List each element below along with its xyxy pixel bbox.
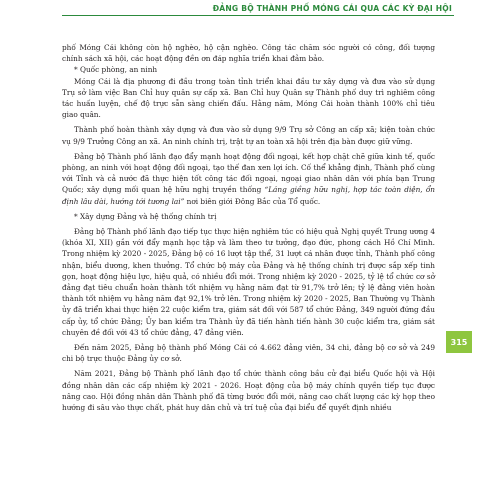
running-header-title: ĐẢNG BỘ THÀNH PHỐ MÓNG CÁI QUA CÁC KỲ ĐẠI HỘI: [212, 4, 452, 13]
paragraph-party-building: Đảng bộ Thành phố lãnh đạo tiếp tục thực hiện nghiêm túc có hiệu quả Nghị quyết Trung ương 4 (khóa XI, XII) gắn với đẩy mạnh học tập và làm theo tư tưởng, đạo đức, phong cách Hồ Chí Minh. Trong nhiệm kỳ 2020 - 2025, Đảng bộ có 16 lượt tập thể, 31 lượt cá nhân được tỉnh, Thành phố công nhận, biểu dương, khen thưởng. Tổ chức bộ máy của Đảng và hệ thống chính trị được sắp xếp tinh gọn, hoạt động hiệu lực, hiệu quả, có nhiều đổi mới. Trong nhiệm kỳ 2020 - 2025, tỷ lệ tổ chức cơ sở đảng đạt tiêu chuẩn hoàn thành tốt nhiệm vụ hằng năm đạt từ 91,7% trở lên; tỷ lệ đảng viên hoàn thành tốt nhiệm vụ hằng năm đạt 92,1% trở lên. Trong nhiệm kỳ 2020 - 2025, Ban Thường vụ Thành ủy đã triển khai thực hiện 22 cuộc kiểm tra, giám sát đối với 587 tổ chức Đảng, 349 người đứng đầu cấp ủy, tổ chức Đảng; Ủy ban kiểm tra Thành ủy đã tiến hành tiến hành 30 cuộc kiểm tra, giám sát chuyên đề đối với 43 tổ chức đảng, 47 đảng viên.: [62, 227, 435, 337]
section-heading-party: * Xây dựng Đảng và hệ thống chính trị: [74, 211, 217, 221]
paragraph-foreign-affairs: [62, 151, 435, 207]
section-heading-defense: * Quốc phòng, an ninh: [74, 65, 158, 75]
paragraph-elections: Năm 2021, Đảng bộ Thành phố lãnh đạo tổ chức thành công bầu cử đại biểu Quốc hội và Hội đồng nhân dân các cấp nhiệm kỳ 2021 - 2026. Hoạt động của bộ máy chính quyền tiếp tục được nâng cao. Hội đồng nhân dân Thành phố đã từng bước đổi mới, nâng cao chất lượng các kỳ họp theo hướng đi sâu vào thực chất, phát huy dân chủ và trí tuệ của đại biểu để quyết định nhiều: [62, 369, 435, 413]
page-number-badge: 315: [446, 331, 472, 353]
body-text: [62, 42, 435, 413]
paragraph-military: Móng Cái là địa phương đi đầu trong toàn tỉnh triển khai đầu tư xây dựng và đưa vào sử dụng Trụ sở làm việc Ban Chỉ huy quân sự cấp xã. Ban Chỉ huy Quân sự Thành phố duy trì nghiêm công tác huấn luyện, chế độ trực sẵn sàng chiến đấu. Hằng năm, Móng Cái hoàn thành 100% chỉ tiêu giao quân.: [62, 76, 435, 120]
paragraph-police: Thành phố hoàn thành xây dựng và đưa vào sử dụng 9/9 Trụ sở Công an cấp xã; kiện toàn chức vụ 9/9 Trưởng Công an xã. An ninh chính trị, trật tự an toàn xã hội trên địa bàn được giữ vững.: [62, 125, 435, 146]
page-header: [0, 0, 480, 37]
paragraph-continued: phố Móng Cái không còn hộ nghèo, hộ cận nghèo. Công tác chăm sóc người có công, đối tượng chính sách xã hội, các hoạt động đền ơn đáp nghĩa triển khai đảm bảo.: [62, 43, 435, 64]
paragraph-foreign-affairs-end: nơi biên giới Đông Bắc của Tổ quốc.: [184, 196, 321, 206]
paragraph-foreign-affairs-text: Đảng bộ Thành phố lãnh đạo đẩy mạnh hoạt động đối ngoại, kết hợp chặt chẽ giữa kinh tế, quốc phòng, an ninh với hoạt động đối ngoại, tạo thế đan xen lợi ích. Cố thể khẳng định, Thành phố cùng với Tỉnh và cả nước đã thực hiện tốt công tác đối ngoại, ngoại giao nhân dân với phía bạn Trung Quốc; xây dựng mối quan hệ hữu nghị truyền thống: [62, 151, 435, 195]
paragraph-foreign-affairs-quote: “Láng giềng hữu nghị, hợp tác toàn diện, ổn định lâu dài, hướng tới tương lai”: [62, 185, 435, 206]
paragraph-party-members: Đến năm 2025, Đảng bộ thành phố Móng Cái có 4.662 đảng viên, 34 chi, đảng bộ cơ sở và 249 chi bộ trực thuộc Đảng ủy cơ sở.: [62, 343, 435, 364]
header-divider: [62, 15, 454, 16]
